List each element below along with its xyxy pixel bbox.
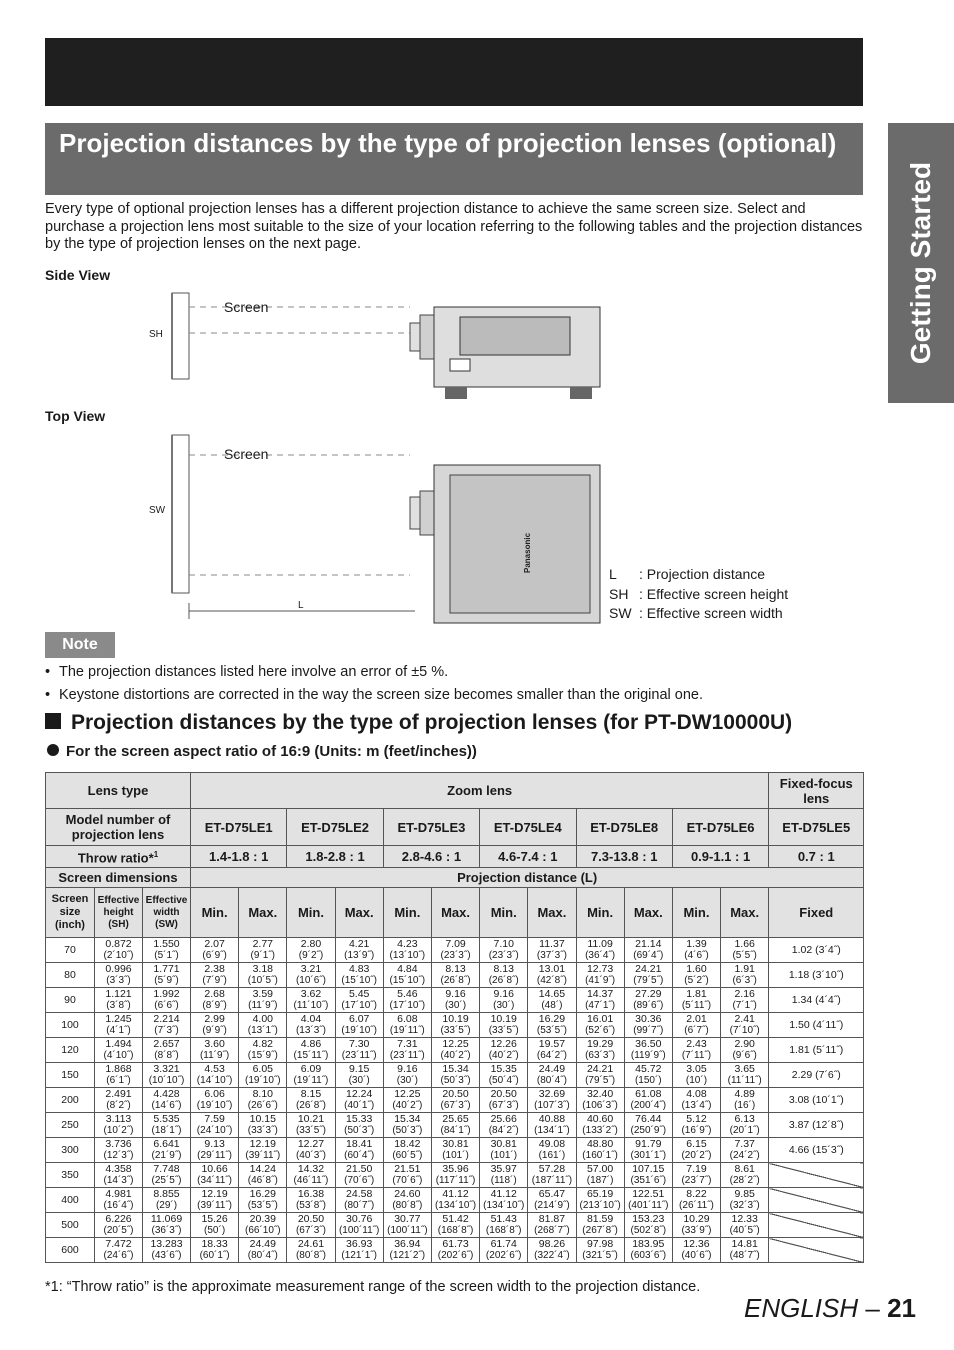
- distance-cell: 4.53 (14´10˝): [191, 1063, 239, 1088]
- distance-cell: 9.16 (30´): [480, 988, 528, 1013]
- distance-cell: 20.50 (67´3˝): [431, 1088, 479, 1113]
- fixed-distance-cell: 4.66 (15´3˝): [769, 1138, 864, 1163]
- fixed-focus-header: Fixed-focus lens: [769, 773, 864, 809]
- distance-cell: 15.26 (50´): [191, 1213, 239, 1238]
- fixed-distance-cell: [769, 1213, 864, 1238]
- distance-cell: 41.12 (134´10˝): [431, 1188, 479, 1213]
- distance-cell: 2.80 (9´2˝): [287, 938, 335, 963]
- distance-cell: 40.60 (133´2˝): [576, 1113, 624, 1138]
- distance-cell: 122.51 (401´11˝): [624, 1188, 672, 1213]
- distance-cell: 5.45 (17´10˝): [335, 988, 383, 1013]
- sw-cell: 4.428 (14´6˝): [143, 1088, 191, 1113]
- fixed-distance-cell: [769, 1163, 864, 1188]
- distance-cell: 8.22 (26´11˝): [672, 1188, 720, 1213]
- distance-cell: 7.37 (24´2˝): [721, 1138, 769, 1163]
- sw-cell: 13.283 (43´6˝): [143, 1238, 191, 1263]
- min-col: Min.: [672, 888, 720, 938]
- sw-cell: 5.535 (18´1˝): [143, 1113, 191, 1138]
- distance-cell: 4.21 (13´9˝): [335, 938, 383, 963]
- sw-cell: 7.748 (25´5˝): [143, 1163, 191, 1188]
- distance-cell: 1.39 (4´6˝): [672, 938, 720, 963]
- distance-cell: 15.33 (50´3˝): [335, 1113, 383, 1138]
- side-screen-label: Screen: [224, 299, 269, 315]
- sw-cell: 6.641 (21´9˝): [143, 1138, 191, 1163]
- distance-cell: 81.87 (268´7˝): [528, 1213, 576, 1238]
- sh-cell: 2.491 (8´2˝): [95, 1088, 143, 1113]
- distance-cell: 12.73 (41´9˝): [576, 963, 624, 988]
- distance-cell: 30.81 (101´): [431, 1138, 479, 1163]
- legend-sw: SW : Effective screen width: [609, 605, 783, 621]
- distance-cell: 10.15 (33´3˝): [239, 1113, 287, 1138]
- sw-cell: 1.771 (5´9˝): [143, 963, 191, 988]
- distance-cell: 13.01 (42´8˝): [528, 963, 576, 988]
- throw-ratio-cell: 0.7 : 1: [769, 846, 864, 868]
- distance-cell: 76.44 (250´9˝): [624, 1113, 672, 1138]
- effective-height-col: Effective height (SH): [95, 888, 143, 938]
- throw-ratio-cell: 1.8-2.8 : 1: [287, 846, 383, 868]
- distance-cell: 4.04 (13´3˝): [287, 1013, 335, 1038]
- distance-cell: 49.08 (161´): [528, 1138, 576, 1163]
- section-title: Projection distances by the type of projection lenses (optional): [45, 123, 863, 195]
- distance-cell: 21.50 (70´6˝): [335, 1163, 383, 1188]
- distance-cell: 20.50 (67´3˝): [480, 1088, 528, 1113]
- sh-cell: 3.113 (10´2˝): [95, 1113, 143, 1138]
- zoom-lens-header: Zoom lens: [191, 773, 769, 809]
- legend-sh: SH : Effective screen height: [609, 586, 789, 602]
- distance-cell: 24.58 (80´7˝): [335, 1188, 383, 1213]
- model-cell: ET-D75LE4: [480, 809, 576, 846]
- distance-cell: 9.16 (30´): [431, 988, 479, 1013]
- distance-cell: 30.36 (99´7˝): [624, 1013, 672, 1038]
- distance-cell: 57.28 (187´11˝): [528, 1163, 576, 1188]
- distance-cell: 18.42 (60´5˝): [383, 1138, 431, 1163]
- distance-cell: 153.23 (502´8˝): [624, 1213, 672, 1238]
- distance-cell: 2.01 (6´7˝): [672, 1013, 720, 1038]
- table-row: [46, 1113, 864, 1138]
- screen-size-cell: 100: [46, 1013, 95, 1038]
- table-row: [46, 1188, 864, 1213]
- min-col: Min.: [383, 888, 431, 938]
- distance-cell: 36.50 (119´9˝): [624, 1038, 672, 1063]
- distance-cell: 5.46 (17´10˝): [383, 988, 431, 1013]
- note-item: • The projection distances listed here involve an error of ±5 %.: [45, 664, 449, 680]
- distance-cell: 11.37 (37´3˝): [528, 938, 576, 963]
- distance-cell: 21.51 (70´6˝): [383, 1163, 431, 1188]
- distance-cell: 4.08 (13´4˝): [672, 1088, 720, 1113]
- sh-cell: 1.245 (4´1˝): [95, 1013, 143, 1038]
- distance-cell: 2.99 (9´9˝): [191, 1013, 239, 1038]
- screen-size-cell: 70: [46, 938, 95, 963]
- distance-cell: 14.32 (46´11˝): [287, 1163, 335, 1188]
- max-col: Max.: [431, 888, 479, 938]
- distance-cell: 24.49 (80´4˝): [528, 1063, 576, 1088]
- sw-cell: 1.992 (6´6˝): [143, 988, 191, 1013]
- top-view-screen: [149, 435, 415, 619]
- distance-cell: 4.83 (15´10˝): [335, 963, 383, 988]
- fixed-col: Fixed: [769, 888, 864, 938]
- distance-cell: 45.72 (150´): [624, 1063, 672, 1088]
- distance-cell: 8.15 (26´8˝): [287, 1088, 335, 1113]
- circle-bullet-icon: [47, 744, 59, 756]
- distance-cell: 12.27 (40´3˝): [287, 1138, 335, 1163]
- table-row: [46, 1038, 864, 1063]
- distance-cell: 4.23 (13´10˝): [383, 938, 431, 963]
- throw-ratio-cell: 1.4-1.8 : 1: [191, 846, 287, 868]
- distance-cell: 15.35 (50´4˝): [480, 1063, 528, 1088]
- distance-cell: 25.65 (84´1˝): [431, 1113, 479, 1138]
- screen-size-cell: 400: [46, 1188, 95, 1213]
- screen-size-cell: 500: [46, 1213, 95, 1238]
- fixed-distance-cell: 1.18 (3´10˝): [769, 963, 864, 988]
- sh-cell: 1.868 (6´1˝): [95, 1063, 143, 1088]
- side-tab-label: Getting Started: [905, 161, 936, 365]
- distance-cell: 16.29 (53´5˝): [239, 1188, 287, 1213]
- distance-cell: 6.06 (19´10˝): [191, 1088, 239, 1113]
- distance-cell: 16.38 (53´8˝): [287, 1188, 335, 1213]
- distance-cell: 81.59 (267´8˝): [576, 1213, 624, 1238]
- distance-cell: 32.69 (107´3˝): [528, 1088, 576, 1113]
- max-col: Max.: [335, 888, 383, 938]
- distance-cell: 20.50 (67´3˝): [287, 1213, 335, 1238]
- screen-size-cell: 200: [46, 1088, 95, 1113]
- throw-ratio-cell: 7.3-13.8 : 1: [576, 846, 672, 868]
- sw-cell: 3.321 (10´10˝): [143, 1063, 191, 1088]
- fixed-distance-cell: 1.34 (4´4˝): [769, 988, 864, 1013]
- max-col: Max.: [624, 888, 672, 938]
- distance-cell: 1.81 (5´11˝): [672, 988, 720, 1013]
- distance-cell: 4.00 (13´1˝): [239, 1013, 287, 1038]
- distance-cell: 25.66 (84´2˝): [480, 1113, 528, 1138]
- fixed-distance-cell: 2.29 (7´6˝): [769, 1063, 864, 1088]
- distance-cell: 7.10 (23´3˝): [480, 938, 528, 963]
- distance-cell: 48.80 (160´1˝): [576, 1138, 624, 1163]
- distance-cell: 15.34 (50´3˝): [383, 1113, 431, 1138]
- max-col: Max.: [528, 888, 576, 938]
- distance-cell: 24.21 (79´5˝): [576, 1063, 624, 1088]
- distance-cell: 36.93 (121´1˝): [335, 1238, 383, 1263]
- distance-cell: 10.19 (33´5˝): [480, 1013, 528, 1038]
- distance-cell: 14.24 (46´8˝): [239, 1163, 287, 1188]
- distance-cell: 10.29 (33´9˝): [672, 1213, 720, 1238]
- distance-cell: 41.12 (134´10˝): [480, 1188, 528, 1213]
- distance-cell: 8.10 (26´6˝): [239, 1088, 287, 1113]
- distance-cell: 24.49 (80´4˝): [239, 1238, 287, 1263]
- distance-cell: 4.82 (15´9˝): [239, 1038, 287, 1063]
- distance-cell: 7.19 (23´7˝): [672, 1163, 720, 1188]
- distance-cell: 2.77 (9´1˝): [239, 938, 287, 963]
- min-col: Min.: [480, 888, 528, 938]
- distance-cell: 3.65 (11´11˝): [721, 1063, 769, 1088]
- l-label: L: [298, 600, 304, 611]
- distance-cell: 14.65 (48´): [528, 988, 576, 1013]
- distance-cell: 1.60 (5´2˝): [672, 963, 720, 988]
- model-cell: ET-D75LE6: [672, 809, 768, 846]
- distance-cell: 65.47 (214´9˝): [528, 1188, 576, 1213]
- sw-cell: 1.550 (5´1˝): [143, 938, 191, 963]
- sw-cell: 8.855 (29´): [143, 1188, 191, 1213]
- projection-distance-header: Projection distance (L): [191, 868, 864, 888]
- model-number-header: Model number of projection lens: [46, 809, 191, 846]
- distance-cell: 10.21 (33´5˝): [287, 1113, 335, 1138]
- screen-size-cell: 150: [46, 1063, 95, 1088]
- table-row: [46, 938, 864, 963]
- distance-cell: 4.86 (15´11˝): [287, 1038, 335, 1063]
- top-projector-icon: [410, 465, 600, 623]
- sh-cell: 1.494 (4´10˝): [95, 1038, 143, 1063]
- table-row: [46, 1213, 864, 1238]
- distance-cell: 8.13 (26´8˝): [480, 963, 528, 988]
- note-item: • Keystone distortions are corrected in the way the screen size becomes smaller than the original one.: [45, 687, 703, 703]
- side-projector-icon: [410, 307, 600, 399]
- distance-cell: 7.31 (23´11˝): [383, 1038, 431, 1063]
- distance-cell: 2.90 (9´6˝): [721, 1038, 769, 1063]
- distance-cell: 12.25 (40´2˝): [383, 1088, 431, 1113]
- side-tab[interactable]: [888, 123, 954, 403]
- distance-cell: 9.16 (30´): [383, 1063, 431, 1088]
- distance-cell: 21.14 (69´4˝): [624, 938, 672, 963]
- screen-size-cell: 350: [46, 1163, 95, 1188]
- distance-cell: 6.08 (19´11˝): [383, 1013, 431, 1038]
- distance-cell: 10.66 (34´11˝): [191, 1163, 239, 1188]
- page-number: ENGLISH – 21: [744, 1293, 916, 1323]
- distance-cell: 36.94 (121´2˝): [383, 1238, 431, 1263]
- distance-cell: 19.29 (63´3˝): [576, 1038, 624, 1063]
- fixed-distance-cell: 1.02 (3´4˝): [769, 938, 864, 963]
- distance-cell: 30.81 (101´): [480, 1138, 528, 1163]
- screen-dimensions-header: Screen dimensions: [46, 868, 191, 888]
- distance-cell: 14.37 (47´1˝): [576, 988, 624, 1013]
- distance-cell: 107.15 (351´6˝): [624, 1163, 672, 1188]
- note-badge: Note: [45, 632, 115, 658]
- distance-cell: 97.98 (321´5˝): [576, 1238, 624, 1263]
- sh-cell: 7.472 (24´6˝): [95, 1238, 143, 1263]
- model-cell: ET-D75LE1: [191, 809, 287, 846]
- distance-cell: 24.61 (80´8˝): [287, 1238, 335, 1263]
- distance-cell: 98.26 (322´4˝): [528, 1238, 576, 1263]
- distance-cell: 35.96 (117´11˝): [431, 1163, 479, 1188]
- lens-type-header: Lens type: [46, 773, 191, 809]
- throw-ratio-cell: 4.6-7.4 : 1: [480, 846, 576, 868]
- distance-cell: 5.12 (16´9˝): [672, 1113, 720, 1138]
- model-cell: ET-D75LE8: [576, 809, 672, 846]
- distance-cell: 9.13 (29´11˝): [191, 1138, 239, 1163]
- min-col: Min.: [191, 888, 239, 938]
- sh-cell: 4.981 (16´4˝): [95, 1188, 143, 1213]
- side-view-label: Side View: [45, 267, 111, 283]
- fixed-distance-cell: 1.50 (4´11˝): [769, 1013, 864, 1038]
- distance-cell: 12.33 (40´5˝): [721, 1213, 769, 1238]
- distance-cell: 61.73 (202´6˝): [431, 1238, 479, 1263]
- screen-size-cell: 300: [46, 1138, 95, 1163]
- distance-cell: 12.26 (40´2˝): [480, 1038, 528, 1063]
- table-row: [46, 1238, 864, 1263]
- sh-label: SH: [149, 329, 163, 340]
- distance-cell: 24.21 (79´5˝): [624, 963, 672, 988]
- distance-cell: 8.13 (26´8˝): [431, 963, 479, 988]
- min-col: Min.: [576, 888, 624, 938]
- distance-cell: 65.19 (213´10˝): [576, 1188, 624, 1213]
- distance-cell: 3.05 (10´): [672, 1063, 720, 1088]
- distance-cell: 7.30 (23´11˝): [335, 1038, 383, 1063]
- distance-cell: 15.34 (50´3˝): [431, 1063, 479, 1088]
- table-row: [46, 988, 864, 1013]
- distance-cell: 51.43 (168´8˝): [480, 1213, 528, 1238]
- distance-cell: 7.09 (23´3˝): [431, 938, 479, 963]
- distance-cell: 91.79 (301´1˝): [624, 1138, 672, 1163]
- distance-cell: 3.21 (10´6˝): [287, 963, 335, 988]
- projection-distance-table: [45, 772, 864, 1263]
- distance-cell: 57.00 (187´): [576, 1163, 624, 1188]
- distance-cell: 61.74 (202´6˝): [480, 1238, 528, 1263]
- distance-cell: 40.88 (134´1˝): [528, 1113, 576, 1138]
- screen-size-cell: 120: [46, 1038, 95, 1063]
- screen-size-col: Screen size (inch): [46, 888, 95, 938]
- distance-cell: 12.24 (40´1˝): [335, 1088, 383, 1113]
- distance-cell: 2.07 (6´9˝): [191, 938, 239, 963]
- distance-cell: 2.68 (8´9˝): [191, 988, 239, 1013]
- distance-cell: 14.81 (48´7˝): [721, 1238, 769, 1263]
- table-heading: Projection distances by the type of projection lenses (for PT-DW10000U): [45, 711, 792, 735]
- fixed-distance-cell: 1.81 (5´11˝): [769, 1038, 864, 1063]
- top-black-banner: [45, 38, 863, 106]
- max-col: Max.: [721, 888, 769, 938]
- model-cell: ET-D75LE2: [287, 809, 383, 846]
- distance-cell: 16.01 (52´6˝): [576, 1013, 624, 1038]
- footnote: *1: “Throw ratio” is the approximate measurement range of the screen width to the projection distance.: [45, 1279, 701, 1295]
- sh-cell: 3.736 (12´3˝): [95, 1138, 143, 1163]
- distance-cell: 30.77 (100´11˝): [383, 1213, 431, 1238]
- distance-cell: 4.84 (15´10˝): [383, 963, 431, 988]
- distance-cell: 3.18 (10´5˝): [239, 963, 287, 988]
- sh-cell: 1.121 (3´8˝): [95, 988, 143, 1013]
- distance-cell: 1.66 (5´5˝): [721, 938, 769, 963]
- fixed-distance-cell: [769, 1238, 864, 1263]
- fixed-distance-cell: 3.08 (10´1˝): [769, 1088, 864, 1113]
- distance-cell: 12.25 (40´2˝): [431, 1038, 479, 1063]
- distance-cell: 2.43 (7´11˝): [672, 1038, 720, 1063]
- distance-cell: 3.62 (11´10˝): [287, 988, 335, 1013]
- min-col: Min.: [287, 888, 335, 938]
- distance-cell: 10.19 (33´5˝): [431, 1013, 479, 1038]
- distance-cell: 6.15 (20´2˝): [672, 1138, 720, 1163]
- distance-cell: 12.36 (40´6˝): [672, 1238, 720, 1263]
- sh-cell: 0.872 (2´10˝): [95, 938, 143, 963]
- distance-cell: 32.40 (106´3˝): [576, 1088, 624, 1113]
- distance-cell: 12.19 (39´11˝): [239, 1138, 287, 1163]
- table-row: [46, 963, 864, 988]
- distance-cell: 6.07 (19´10˝): [335, 1013, 383, 1038]
- distance-cell: 1.91 (6´3˝): [721, 963, 769, 988]
- sh-cell: 4.358 (14´3˝): [95, 1163, 143, 1188]
- distance-cell: 9.15 (30´): [335, 1063, 383, 1088]
- fixed-distance-cell: 3.87 (12´8˝): [769, 1113, 864, 1138]
- distance-cell: 27.29 (89´6˝): [624, 988, 672, 1013]
- distance-cell: 16.29 (53´5˝): [528, 1013, 576, 1038]
- screen-size-cell: 600: [46, 1238, 95, 1263]
- distance-cell: 2.16 (7´1˝): [721, 988, 769, 1013]
- distance-cell: 9.85 (32´3˝): [721, 1188, 769, 1213]
- table-row: [46, 1063, 864, 1088]
- distance-cell: 2.41 (7´10˝): [721, 1013, 769, 1038]
- projector-brand: Panasonic: [523, 532, 532, 573]
- table-row: [46, 1088, 864, 1113]
- model-cell: ET-D75LE3: [383, 809, 479, 846]
- distance-cell: 20.39 (66´10˝): [239, 1213, 287, 1238]
- sw-label: SW: [149, 505, 166, 516]
- sw-cell: 2.214 (7´3˝): [143, 1013, 191, 1038]
- distance-cell: 30.76 (100´11˝): [335, 1213, 383, 1238]
- distance-cell: 35.97 (118´): [480, 1163, 528, 1188]
- distance-cell: 4.89 (16´): [721, 1088, 769, 1113]
- distance-cell: 6.05 (19´10˝): [239, 1063, 287, 1088]
- distance-cell: 7.59 (24´10˝): [191, 1113, 239, 1138]
- distance-cell: 3.60 (11´9˝): [191, 1038, 239, 1063]
- sw-cell: 2.657 (8´8˝): [143, 1038, 191, 1063]
- distance-cell: 18.41 (60´4˝): [335, 1138, 383, 1163]
- table-row: [46, 1013, 864, 1038]
- square-bullet-icon: [45, 713, 61, 729]
- sh-cell: 0.996 (3´3˝): [95, 963, 143, 988]
- distance-cell: 11.09 (36´4˝): [576, 938, 624, 963]
- sw-cell: 11.069 (36´3˝): [143, 1213, 191, 1238]
- intro-paragraph: Every type of optional projection lenses has a different projection distance to achieve the same screen size. Select and purchase a projection lens most suitable to the size of your location referring to the following tables and the projection distances by the type of projection lenses on the next page.: [45, 201, 863, 252]
- throw-ratio-cell: 0.9-1.1 : 1: [672, 846, 768, 868]
- fixed-distance-cell: [769, 1188, 864, 1213]
- side-view-screen: [149, 293, 410, 379]
- distance-cell: 2.38 (7´9˝): [191, 963, 239, 988]
- model-cell: ET-D75LE5: [769, 809, 864, 846]
- distance-cell: 8.61 (28´2˝): [721, 1163, 769, 1188]
- max-col: Max.: [239, 888, 287, 938]
- distance-cell: 19.57 (64´2˝): [528, 1038, 576, 1063]
- distance-cell: 18.33 (60´1˝): [191, 1238, 239, 1263]
- table-subheading: For the screen aspect ratio of 16:9 (Units: m (feet/inches)): [47, 743, 477, 760]
- effective-width-col: Effective width (SW): [143, 888, 191, 938]
- distance-cell: 24.60 (80´8˝): [383, 1188, 431, 1213]
- screen-size-cell: 90: [46, 988, 95, 1013]
- table-row: [46, 1138, 864, 1163]
- screen-size-cell: 80: [46, 963, 95, 988]
- distance-cell: 12.19 (39´11˝): [191, 1188, 239, 1213]
- distance-cell: 3.59 (11´9˝): [239, 988, 287, 1013]
- legend-l: L : Projection distance: [609, 566, 766, 582]
- sh-cell: 6.226 (20´5˝): [95, 1213, 143, 1238]
- distance-cell: 6.13 (20´1˝): [721, 1113, 769, 1138]
- screen-size-cell: 250: [46, 1113, 95, 1138]
- top-view-label: Top View: [45, 408, 106, 424]
- throw-ratio-cell: 2.8-4.6 : 1: [383, 846, 479, 868]
- distance-cell: 183.95 (603´6˝): [624, 1238, 672, 1263]
- distance-cell: 6.09 (19´11˝): [287, 1063, 335, 1088]
- table-row: [46, 1163, 864, 1188]
- throw-ratio-header: Throw ratio*$^1$: [46, 846, 191, 868]
- distance-cell: 61.08 (200´4˝): [624, 1088, 672, 1113]
- top-screen-label: Screen: [224, 446, 269, 462]
- distance-cell: 51.42 (168´8˝): [431, 1213, 479, 1238]
